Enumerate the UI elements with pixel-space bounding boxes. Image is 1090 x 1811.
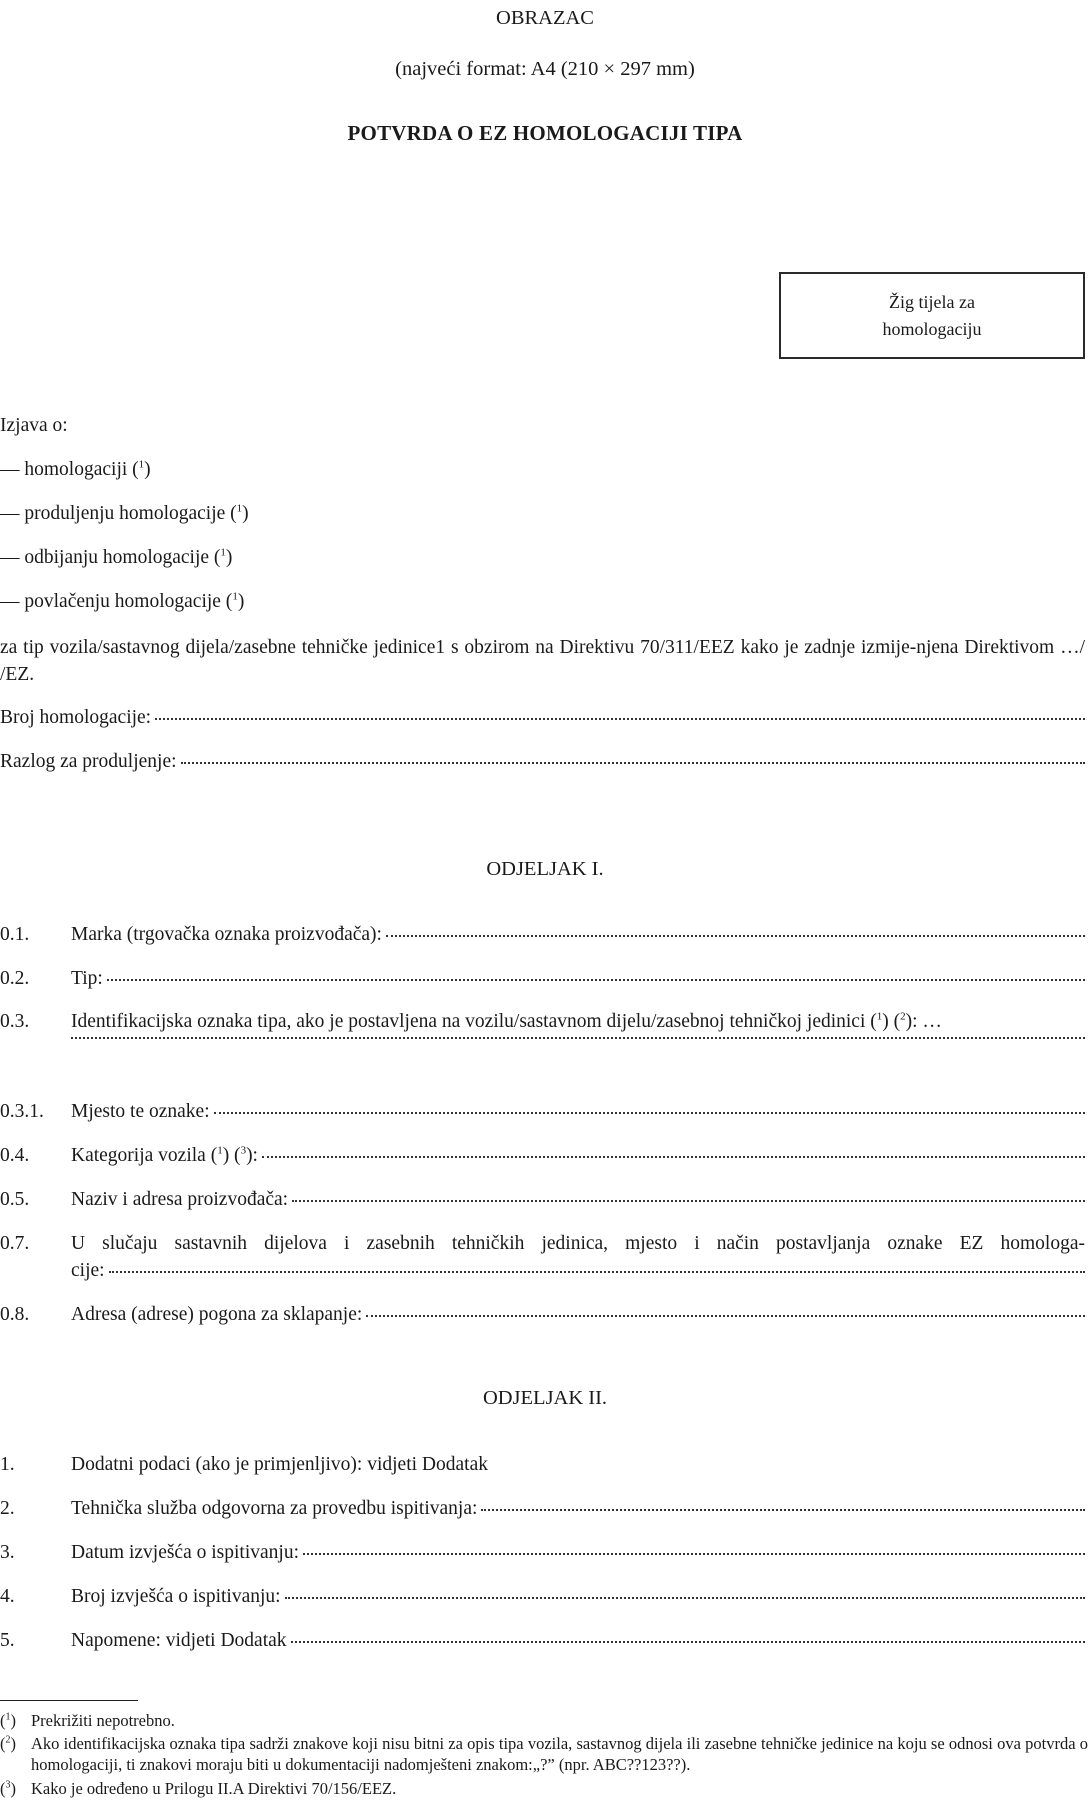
footnote-3: ($^3$) Kako je određeno u Prilogu II.A Direktivi 70/156/EEZ. [0, 1779, 397, 1798]
dotted-fill-line [291, 1641, 1085, 1643]
intro-paragraph: za tip vozila/sastavnog dijela/zasebne tehničke jedinice1 s obzirom na Direktivu 70/311/EEZ kako je zadnje izmije-njena Direktivom …/ /EZ. [0, 637, 1085, 685]
item-number: 4. [0, 1586, 15, 1607]
item-marking-location: Mjesto te oznake: [71, 1100, 1085, 1123]
item-number: 0.4. [0, 1145, 30, 1166]
item-ec-marking-continuation: cije: [71, 1259, 1085, 1282]
item-type: Tip: [71, 967, 1085, 990]
item-number: 1. [0, 1454, 15, 1475]
item-remarks: Napomene: vidjeti Dodatak [71, 1629, 1085, 1652]
option-refusal: — odbijanju homologacije ($^1$) [0, 546, 233, 568]
dotted-fill-line [71, 1037, 1085, 1039]
approval-number-field [0, 706, 1085, 729]
item-vehicle-category: Kategorija vozila ($^1$) ($^3$): [71, 1144, 1085, 1167]
dotted-fill-line [109, 1271, 1085, 1273]
dotted-fill-line [214, 1112, 1085, 1114]
approval-number-label: Broj homologacije: [0, 707, 152, 728]
format-note: (najveći format: A4 (210 × 297 mm) [395, 58, 695, 80]
dotted-fill-line [285, 1597, 1085, 1599]
item-number: 3. [0, 1542, 15, 1563]
option-extension: — produljenju homologacije ($^1$) [0, 502, 249, 524]
item-number: 0.8. [0, 1304, 30, 1325]
section-1-heading: ODJELJAK I. [486, 858, 604, 880]
footnote-2: ($^2$) Ako identifikacijska oznaka tipa sadrži znakove koji nisu bitni za opis tipa vozila, sastavnog dijela ili zasebne tehničke jedinice na koju se odnosi ova potvrda o homologaciji, ti znakovi moraju biti u dokumentaciji nadomješteni znakom:„?” (npr. ABC??123??). [0, 1734, 1088, 1775]
item-assembly-plant: Adresa (adrese) pogona za sklapanje: [71, 1303, 1085, 1326]
section-2-heading: ODJELJAK II. [482, 1387, 608, 1409]
item-number: 0.3.1. [0, 1101, 44, 1122]
item-number: 0.1. [0, 924, 30, 945]
item-number: 0.5. [0, 1189, 30, 1210]
footnote-separator [0, 1700, 138, 1701]
item-number: 2. [0, 1498, 15, 1519]
item-number: 0.3. [0, 1011, 30, 1032]
item-number: 0.7. [0, 1233, 30, 1254]
item-report-date: Datum izvješća o ispitivanju: [71, 1541, 1085, 1564]
dotted-fill-line [366, 1315, 1085, 1317]
document-title: POTVRDA O EZ HOMOLOGACIJI TIPA [347, 121, 743, 145]
item-report-number: Broj izvješća o ispitivanju: [71, 1585, 1085, 1608]
extension-reason-field [0, 750, 1085, 773]
item-type-identification-continuation [71, 1040, 1085, 1042]
declaration-label: Izjava o: [0, 415, 68, 436]
dotted-fill-line [303, 1553, 1085, 1555]
dotted-fill-line [262, 1156, 1085, 1158]
form-label: OBRAZAC [496, 7, 594, 29]
dotted-fill-line [181, 762, 1085, 764]
dotted-fill-line [155, 718, 1085, 720]
dotted-fill-line [292, 1200, 1085, 1202]
item-make: Marka (trgovačka oznaka proizvođača): [71, 923, 1085, 946]
option-homologation: — homologaciji ($^1$) [0, 458, 151, 480]
authority-stamp-box [779, 272, 1085, 359]
extension-reason-label: Razlog za produljenje: [0, 751, 177, 772]
item-additional-info: Dodatni podaci (ako je primjenljivo): vidjeti Dodatak [71, 1454, 488, 1475]
item-ec-marking: U slučaju sastavnih dijelova i zasebnih tehničkih jedinica, mjesto i način postavljanja oznake EZ homologa- [71, 1233, 1085, 1254]
stamp-line-1: Žig tijela za [889, 291, 975, 312]
dotted-fill-line [107, 979, 1085, 981]
stamp-line-2: homologaciju [882, 318, 982, 339]
dotted-fill-line [386, 935, 1085, 937]
footnote-1: ($^1$) Prekrižiti nepotrebno. [0, 1711, 175, 1730]
item-number: 5. [0, 1630, 15, 1651]
option-withdrawal: — povlačenju homologacije ($^1$) [0, 590, 245, 612]
item-number: 0.2. [0, 968, 30, 989]
dotted-fill-line [481, 1509, 1085, 1511]
item-type-identification: Identifikacijska oznaka tipa, ako je postavljena na vozilu/sastavnom dijelu/zasebnoj tehničkoj jedinici ($^1$) ($^2$): … [71, 1010, 942, 1032]
item-technical-service: Tehnička služba odgovorna za provedbu ispitivanja: [71, 1497, 1085, 1520]
item-manufacturer-address: Naziv i adresa proizvođača: [71, 1188, 1085, 1211]
